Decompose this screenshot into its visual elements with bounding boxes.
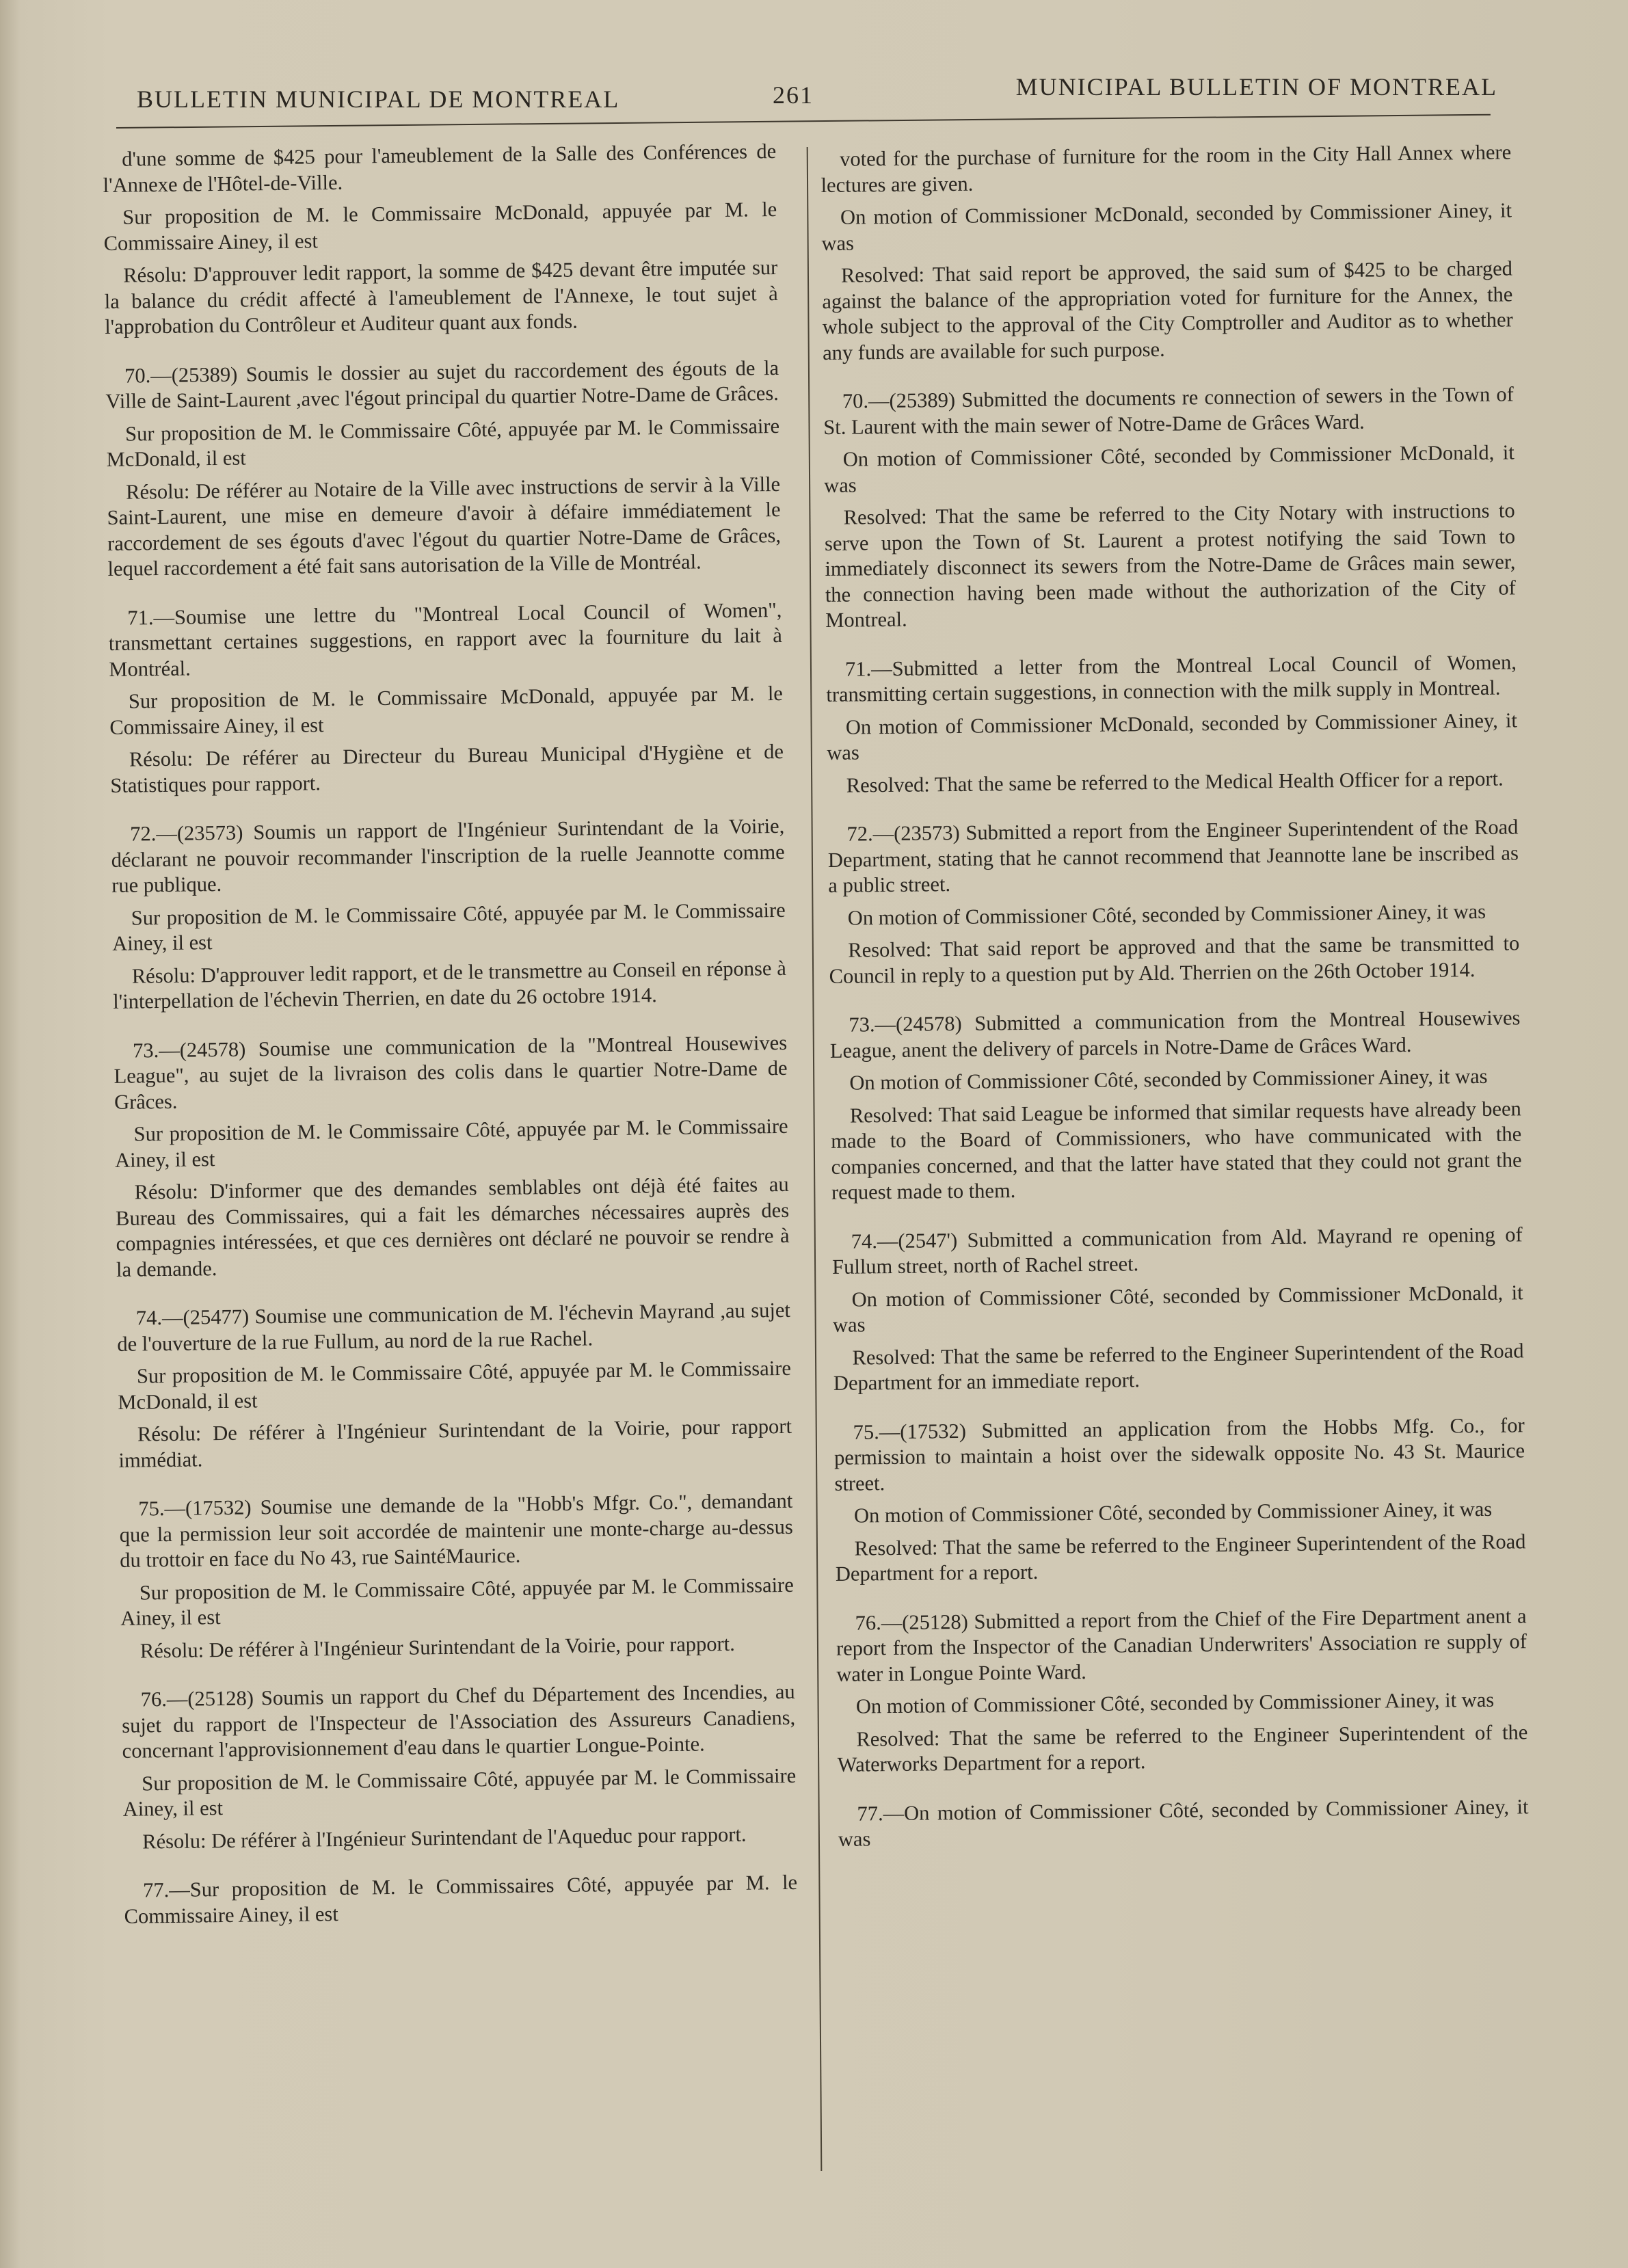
paragraph: Résolu: De référer à l'Ingénieur Surintendant de la Voirie, pour rapport. [139, 1631, 735, 1662]
paragraph: Résolu: De référer au Directeur du Bureau Municipal d'Hygiène et de Statistiques pour rapport. [110, 739, 784, 797]
paragraph: 76.—(25128) Soumis un rapport du Chef du Département des Incendies, au sujet du rapport de l'Inspecteur de l'Association des Assureurs Canadiens, concernant l'approvisionnement d'eau dans le quartier Longue-Pointe. [121, 1679, 796, 1763]
english-item [827, 814, 1520, 989]
paragraph: Sur proposition de M. le Commissaire Côté, appuyée par M. le Commissaire Ainey, il est [112, 898, 786, 955]
french-item [114, 1030, 790, 1283]
paragraph: Sur proposition de M. le Commissaire Côté, appuyée par M. le Commissaire Ainey, il est [114, 1114, 788, 1172]
paragraph: 71.—Soumise une lettre du "Montreal Local Council of Women", transmettant certaines suggestions, en rapport avec la fourniture du lait à Montréal. [108, 598, 783, 681]
paragraph: 74.—(2547') Submitted a communication from Ald. Mayrand re opening of Fullum street, north of Rachel street. [831, 1222, 1523, 1279]
paragraph: Resolved: That the same be referred to the Engineer Superintendent of the Road Department for an immediate report. [833, 1338, 1524, 1395]
paragraph: Résolu: D'informer que des demandes semblables ont déjà été faites au Bureau des Commissaires, qui a fait les démarches nécessaires auprès des compagnies intéressées, et que ces dernières ont déclaré ne pouvoir se rendre à la demande. [115, 1172, 790, 1281]
english-item [838, 1794, 1529, 1853]
paragraph: On motion of Commissioner McDonald, seconded by Commissioner Ainey, it was [827, 708, 1518, 764]
french-item [119, 1489, 795, 1664]
header-english-title: MUNICIPAL BULLETIN OF MONTREAL [1015, 73, 1497, 101]
paragraph: Sur proposition de M. le Commissaire Côté, appuyée par M. le Commissaire McDonald, il est [118, 1356, 792, 1414]
paragraph: 76.—(25128) Submitted a report from the Chief of the Fire Department anent a report from the Inspector of the Canadian Underwriters' Association re supply of water in Longue Pointe Ward. [836, 1603, 1527, 1686]
paragraph: 77.—Sur proposition de M. le Commissaires Côté, appuyée par M. le Commissaire Ainey, il est [124, 1870, 798, 1928]
french-item [117, 1298, 792, 1473]
paragraph: Sur proposition de M. le Commissaire Côté, appuyée par M. le Commissaire McDonald, il est [106, 414, 780, 471]
header-french-title: BULLETIN MUNICIPAL DE MONTREAL [137, 85, 620, 113]
paragraph: Sur proposition de M. le Commissaire Côté, appuyée par M. le Commissaire Ainey, il est [120, 1573, 794, 1630]
english-item [833, 1413, 1526, 1588]
english-column [820, 139, 1533, 2225]
french-item [122, 1679, 797, 1855]
english-item [820, 139, 1513, 366]
paragraph: Résolu: De référer à l'Ingénieur Surintendant de la Voirie, pour rapport immédiat. [118, 1414, 792, 1472]
french-item [103, 139, 778, 341]
paragraph: 75.—(17532) Soumise une demande de la "Hobb's Mfgr. Co.", demandant que la permission leur soit accordée de maintenir une monte-charge au-dessus du trottoir en face du No 43, rue SaintéMaurice. [119, 1489, 793, 1572]
paragraph: On motion of Commissioner Côté, seconded by Commissioner Ainey, it was [847, 899, 1486, 930]
french-item [124, 1870, 798, 1930]
paragraph: 72.—(23573) Soumis un rapport de l'Ingénieur Surintendant de la Voirie, déclarant ne pouvoir recommander l'inscription de la ruelle Jeannotte comme rue publique. [111, 814, 785, 897]
paragraph: On motion of Commissioner Côté, seconded by Commissioner McDonald, it was [824, 440, 1514, 497]
paragraph: 73.—(24578) Soumise une communication de la "Montreal Housewives League", au sujet de la livraison des colis dans le quartier Notre-Dame de Grâces. [114, 1030, 788, 1114]
page-number: 261 [773, 81, 814, 109]
english-item [823, 382, 1517, 633]
paragraph: 74.—(25477) Soumise une communication de M. l'échevin Mayrand ,au sujet de l'ouverture de la rue Fullum, au nord de la rue Rachel. [117, 1298, 791, 1356]
paragraph: Resolved: That the same be referred to the Engineer Superintendent of the Waterworks Department for a report. [837, 1720, 1528, 1776]
paragraph: Résolu: De référer au Notaire de la Ville avec instructions de servir à la Ville Saint-Laurent, une mise en demeure d'avoir à défaire immédiatement le raccordement de ses égouts d'avec l'égout du quartier Notre-Dame de Grâces, lequel raccordement a été fait sans autorisation de la Ville de Montréal. [107, 472, 782, 581]
paragraph: Resolved: That said report be approved and that the same be transmitted to Council in reply to a question put by Ald. Therrien on the 26th October 1914. [829, 931, 1520, 988]
paragraph: 75.—(17532) Submitted an application from the Hobbs Mfg. Co., for permission to maintain a hoist over the sidewalk opposite No. 43 St. Maurice street. [833, 1413, 1525, 1495]
paragraph: Résolu: D'approuver ledit rapport, la somme de $425 devant être imputée sur la balance du crédit affecté à l'ameublement de l'Annexe, le tout sujet à l'approbation du Contrôleur et Auditeur quant aux fonds. [104, 255, 778, 338]
paragraph: On motion of Commissioner Côté, seconded by Commissioner Ainey, it was [853, 1497, 1493, 1527]
english-item [826, 650, 1518, 799]
column-divider [807, 147, 823, 2171]
paragraph: 71.—Submitted a letter from the Montreal Local Council of Women, transmitting certain suggestions, in connection with the milk supply in Montreal. [826, 650, 1517, 706]
english-item [836, 1603, 1528, 1778]
french-item [108, 597, 784, 799]
english-item [832, 1222, 1525, 1397]
paragraph: Sur proposition de M. le Commissaire McDonald, appuyée par M. le Commissaire Ainey, il est [109, 681, 784, 739]
paragraph: 77.—On motion of Commissioner Côté, seconded by Commissioner Ainey, it was [838, 1794, 1529, 1851]
french-column [103, 139, 801, 2226]
paragraph: Resolved: That said League be informed that similar requests have already been made to the Board of Commissioners, who have communicated with the companies concerned, and that the latter have stated that they could not grant the request made to them. [831, 1096, 1522, 1204]
paragraph: Resolved: That the same be referred to the Medical Health Officer for a report. [846, 766, 1504, 797]
paragraph: On motion of Commissioner McDonald, seconded by Commissioner Ainey, it was [821, 198, 1512, 255]
paragraph: Resolved: That the same be referred to the Engineer Superintendent of the Road Department for a report. [835, 1529, 1526, 1586]
paragraph: Resolved: That the same be referred to the City Notary with instructions to serve upon the Town of St. Laurent a protest notifying the said Town to immediately disconnect its sewers from the Notre-Dame de Grâces main sewer, the connection having been made without the authorization of the City of Montreal. [824, 498, 1516, 632]
page-header [137, 62, 1497, 116]
paragraph: Résolu: De référer à l'Ingénieur Surintendant de l'Aqueduc pour rapport. [142, 1822, 747, 1853]
paragraph: 73.—(24578) Submitted a communication from the Montreal Housewives League, anent the delivery of parcels in Notre-Dame de Grâces Ward. [829, 1006, 1521, 1063]
paragraph: Resolved: That said report be approved, the said sum of $425 to be charged against the balance of the appropriation voted for furniture for the Annex, the whole subject to the approval of the City Comptroller and Auditor as to whether any funds are available for such purpose. [822, 256, 1513, 364]
paragraph: On motion of Commissioner Côté, seconded by Commissioner Ainey, it was [849, 1064, 1488, 1095]
paragraph: On motion of Commissioner Côté, seconded by Commissioner Ainey, it was [855, 1687, 1495, 1718]
paragraph: Résolu: D'approuver ledit rapport, et de le transmettre au Conseil en réponse à l'interpellation de l'échevin Therrien, en date du 26 octobre 1914. [113, 956, 786, 1013]
french-item [111, 814, 786, 1015]
english-item [829, 1005, 1522, 1205]
french-item [105, 355, 782, 582]
paragraph: d'une somme de $425 pour l'ameublement de la Salle des Conférences de l'Annexe de l'Hôtel-de-Ville. [103, 139, 777, 197]
paragraph: On motion of Commissioner Côté, seconded by Commissioner McDonald, it was [832, 1280, 1523, 1337]
paragraph: Sur proposition de M. le Commissaire McDonald, appuyée par M. le Commissaire Ainey, il est [103, 197, 777, 255]
paragraph: 72.—(23573) Submitted a report from the Engineer Superintendent of the Road Department, stating that he cannot recommend that Jeannotte lane be inscribed as a public street. [827, 815, 1519, 897]
paragraph: Sur proposition de M. le Commissaire Côté, appuyée par M. le Commissaire Ainey, il est [122, 1763, 797, 1821]
paragraph: 70.—(25389) Soumis le dossier au sujet du raccordement des égouts de la Ville de Saint-Laurent ,avec l'égout principal du quartier Notre-Dame de Grâces. [105, 356, 779, 413]
paragraph: voted for the purchase of furniture for the room in the City Hall Annex where lectures are given. [820, 140, 1512, 197]
paragraph: 70.—(25389) Submitted the documents re connection of sewers in the Town of St. Laurent with the main sewer of Notre-Dame de Grâces Ward. [823, 382, 1514, 439]
